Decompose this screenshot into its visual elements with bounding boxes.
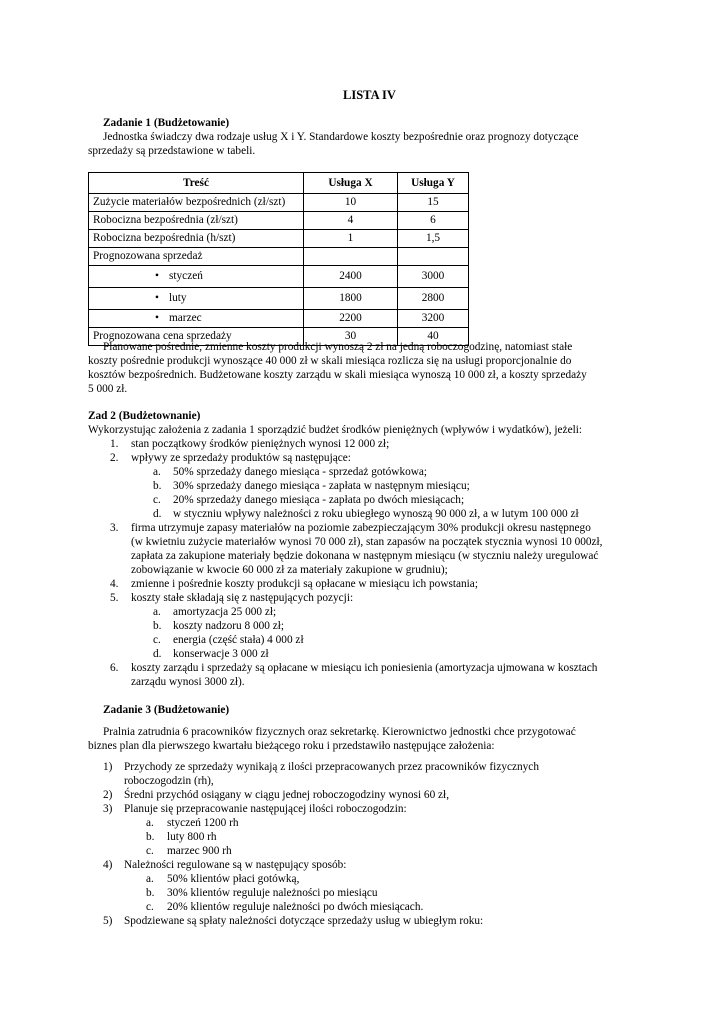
list-marker: 5) xyxy=(103,915,113,927)
row-label: Prognozowana cena sprzedaży xyxy=(89,328,304,346)
list-marker: 6. xyxy=(110,662,119,674)
task1-after-line3: kosztów bezpośrednich. Budżetowane koszty zarządu w skali miesiąca wynoszą 10 000 zł, a koszty sprzedaży xyxy=(88,369,587,381)
list-marker: 1. xyxy=(110,438,119,450)
list-item-continuation: zapłata za zakupione materiały będzie dokonana w następnym miesiącu (w styczniu należy uregulować xyxy=(131,550,599,562)
row-label: marzec xyxy=(169,312,202,324)
list-marker: b. xyxy=(153,480,162,492)
row-label-cell xyxy=(89,288,304,310)
list-item: w styczniu wpływy należności z roku ubiegłego wynoszą 90 000 zł, a w lutym 100 000 zł xyxy=(173,508,579,520)
table-header: Usługa Y xyxy=(398,173,469,194)
list-item-continuation: (w kwietniu zużycie materiałów wynosi 70 000 zł), stan zapasów na początek stycznia wynosi 10 000zł, xyxy=(131,536,603,548)
list-marker: d. xyxy=(153,508,162,520)
list-marker: 4. xyxy=(110,578,119,590)
list-marker: b. xyxy=(153,620,162,632)
list-item: 30% sprzedaży danego miesiąca - zapłata w następnym miesiącu; xyxy=(173,480,470,492)
row-label: Zużycie materiałów bezpośrednich (zł/szt) xyxy=(89,194,304,212)
row-label-cell xyxy=(89,310,304,328)
list-item: Przychody ze sprzedaży wynikają z ilości przepracowanych przez pracowników fizycznych xyxy=(124,761,539,773)
task1-intro-line1: Jednostka świadczy dwa rodzaje usług X i Y. Standardowe koszty bezpośrednie oraz prognozy dotyczące xyxy=(103,131,579,143)
task2-heading: Zad 2 (Budżetownanie) xyxy=(88,410,201,422)
task2-intro: Wykorzystując założenia z zadania 1 sporządzić budżet środków pieniężnych (wpływów i wydatków), jeżeli: xyxy=(88,424,582,436)
value-y: 6 xyxy=(398,212,469,230)
list-marker: 5. xyxy=(110,592,119,604)
bullet-icon: • xyxy=(155,292,159,304)
row-label: Robocizna bezpośrednia (zł/szt) xyxy=(89,212,304,230)
value-x: 2400 xyxy=(304,266,398,288)
table-row xyxy=(89,288,469,310)
table-row xyxy=(89,266,469,288)
list-marker: 3) xyxy=(103,803,113,815)
list-item: konserwacje 3 000 zł xyxy=(173,648,269,660)
task1-after-line4: 5 000 zł. xyxy=(88,383,128,395)
list-marker: c. xyxy=(153,634,161,646)
task3-intro-line2: biznes plan dla pierwszego kwartału bieżącego roku i przedstawiło następujące założenia: xyxy=(88,740,495,752)
list-item: amortyzacja 25 000 zł; xyxy=(173,606,277,618)
list-marker: 2. xyxy=(110,452,119,464)
list-marker: b. xyxy=(146,831,155,843)
table-header: Treść xyxy=(89,173,304,194)
list-item: luty 800 rh xyxy=(167,831,217,843)
list-marker: 2) xyxy=(103,789,113,801)
page-title: LISTA IV xyxy=(343,88,396,102)
list-item: Średni przychód osiągany w ciągu jednej roboczogodziny wynosi 60 zł, xyxy=(124,789,450,801)
value-x xyxy=(304,248,398,266)
table-header: Usługa X xyxy=(304,173,398,194)
value-y: 1,5 xyxy=(398,230,469,248)
value-x: 10 xyxy=(304,194,398,212)
list-marker: d. xyxy=(153,648,162,660)
list-marker: a. xyxy=(153,606,161,618)
list-marker: 1) xyxy=(103,761,113,773)
list-item: firma utrzymuje zapasy materiałów na poziomie zabezpieczającym 30% produkcji okresu następnego xyxy=(131,522,591,534)
task3-heading: Zadanie 3 (Budżetowanie) xyxy=(103,704,230,716)
list-item-continuation: roboczogodzin (rh), xyxy=(124,775,214,787)
list-item: koszty zarządu i sprzedaży są opłacane w miesiącu ich poniesienia (amortyzacja ujmowana w kosztach xyxy=(131,662,598,674)
value-x: 1800 xyxy=(304,288,398,310)
list-item: koszty stałe składają się z następujących pozycji: xyxy=(131,592,354,604)
list-marker: c. xyxy=(146,845,154,857)
list-item: Należności regulowane są w następujący sposób: xyxy=(124,859,347,871)
list-item: 20% klientów reguluje należności po dwóch miesiącach. xyxy=(167,901,424,913)
value-x: 4 xyxy=(304,212,398,230)
list-item-continuation: zarządu wynosi 3000 zł). xyxy=(131,676,245,688)
list-marker: c. xyxy=(153,494,161,506)
value-x: 30 xyxy=(304,328,398,346)
value-x: 1 xyxy=(304,230,398,248)
row-label: styczeń xyxy=(169,270,203,282)
list-marker: a. xyxy=(146,817,154,829)
value-y: 15 xyxy=(398,194,469,212)
table-row xyxy=(89,248,469,266)
list-item: wpływy ze sprzedaży produktów są następujące: xyxy=(131,452,351,464)
task3-intro-line1: Pralnia zatrudnia 6 pracowników fizycznych oraz sekretarkę. Kierownictwo jednostki chce przygotować xyxy=(103,726,576,738)
list-item: marzec 900 rh xyxy=(167,845,232,857)
bullet-icon: • xyxy=(155,270,159,282)
row-label: Robocizna bezpośrednia (h/szt) xyxy=(89,230,304,248)
value-y xyxy=(398,248,469,266)
list-item: energia (część stała) 4 000 zł xyxy=(173,634,304,646)
value-x: 2200 xyxy=(304,310,398,328)
list-marker: a. xyxy=(146,873,154,885)
task1-after-line1: Planowane pośrednie, zmienne koszty produkcji wynoszą 2 zł na jedną roboczogodzinę, natomiast stałe xyxy=(103,341,573,353)
row-label-cell xyxy=(89,266,304,288)
row-label: Prognozowana sprzedaż xyxy=(89,248,304,266)
list-item: zmienne i pośrednie koszty produkcji są opłacane w miesiącu ich powstania; xyxy=(131,578,478,590)
task1-intro-line2: sprzedaży są przedstawione w tabeli. xyxy=(88,145,256,157)
row-label: luty xyxy=(169,292,187,304)
list-marker: 4) xyxy=(103,859,113,871)
table-row xyxy=(89,310,469,328)
list-item: stan początkowy środków pieniężnych wynosi 12 000 zł; xyxy=(131,438,390,450)
table-row xyxy=(89,212,469,230)
list-marker: c. xyxy=(146,901,154,913)
list-item: 30% klientów reguluje należności po miesiącu xyxy=(167,887,378,899)
value-y: 3000 xyxy=(398,266,469,288)
table-header-row xyxy=(89,173,469,194)
task1-heading: Zadanie 1 (Budżetowanie) xyxy=(103,117,230,129)
list-item-continuation: zobowiązanie w kwocie 60 000 zł za materiały zakupione w grudniu); xyxy=(131,564,448,576)
value-y: 2800 xyxy=(398,288,469,310)
list-item: Spodziewane są spłaty należności dotyczące sprzedaży usług w ubiegłym roku: xyxy=(124,915,484,927)
list-item: 50% sprzedaży danego miesiąca - sprzedaż gotówkowa; xyxy=(173,466,428,478)
value-y: 3200 xyxy=(398,310,469,328)
list-marker: 3. xyxy=(110,522,119,534)
list-marker: a. xyxy=(153,466,161,478)
list-item: 50% klientów płaci gotówką, xyxy=(167,873,300,885)
list-item: Planuje się przepracowanie następującej ilości roboczogodzin: xyxy=(124,803,407,815)
table-row xyxy=(89,194,469,212)
list-marker: b. xyxy=(146,887,155,899)
task1-after-line2: koszty pośrednie produkcji wynoszące 40 000 zł w skali miesiąca rozlicza się na usługi proporcjonalnie do xyxy=(88,355,572,367)
cost-table xyxy=(88,172,469,346)
bullet-icon: • xyxy=(155,312,159,324)
list-item: koszty nadzoru 8 000 zł; xyxy=(173,620,285,632)
list-item: 20% sprzedaży danego miesiąca - zapłata po dwóch miesiącach; xyxy=(173,494,465,506)
table-row xyxy=(89,230,469,248)
value-y: 40 xyxy=(398,328,469,346)
list-item: styczeń 1200 rh xyxy=(167,817,239,829)
